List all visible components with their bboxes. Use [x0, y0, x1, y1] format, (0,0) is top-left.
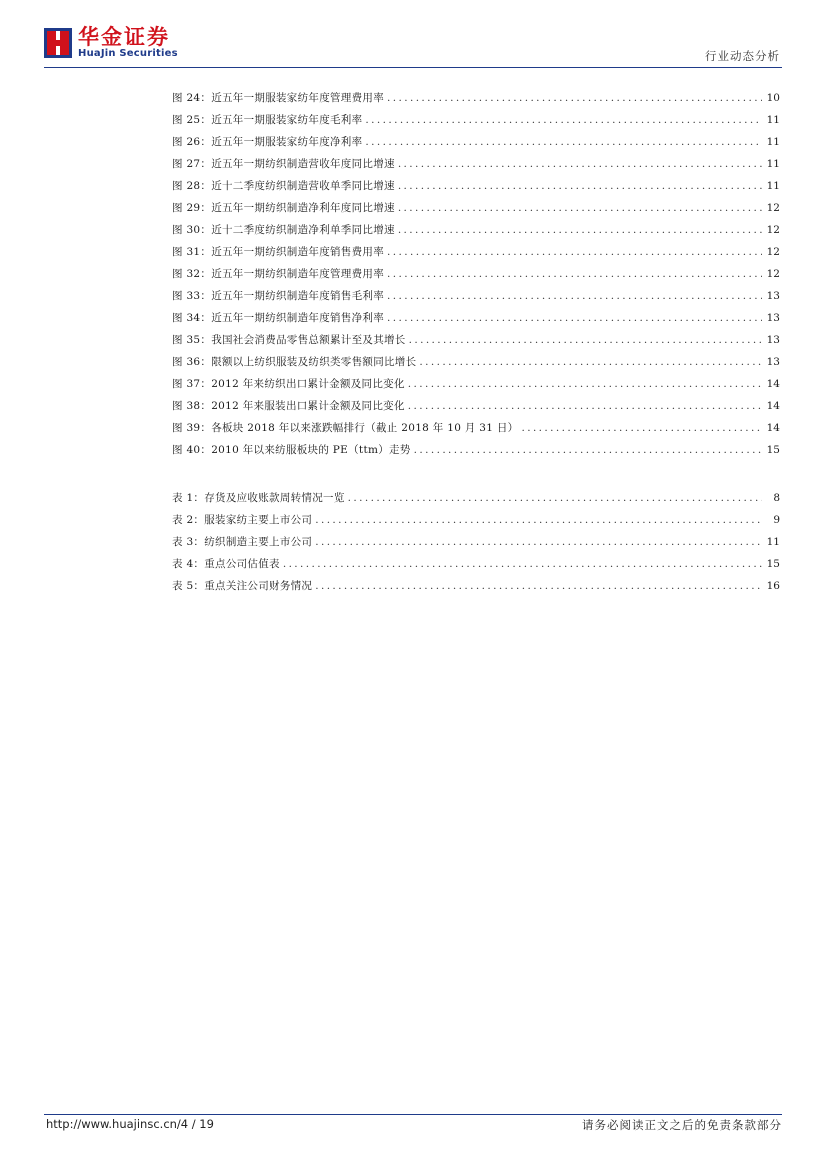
table-entry-page-number: 9: [773, 514, 780, 526]
leader-dots: [315, 536, 762, 548]
header-divider: [44, 67, 782, 68]
figure-entry-label: 图 28：近十二季度纺织制造营收单季同比增速: [172, 180, 395, 192]
figure-entry-page-number: 11: [766, 114, 780, 126]
report-type: 行业动态分析: [705, 49, 780, 63]
figure-entry[interactable]: [172, 156, 780, 178]
leader-dots: [398, 158, 762, 170]
figure-entry-page-number: 10: [766, 92, 780, 104]
table-entry-label: 表 5：重点关注公司财务情况: [172, 580, 313, 592]
figure-entry[interactable]: [172, 134, 780, 156]
table-entry[interactable]: [172, 578, 780, 600]
leader-dots: [398, 180, 762, 192]
figure-entry-label: 图 31：近五年一期纺织制造年度销售费用率: [172, 246, 384, 258]
table-entry-page-number: 8: [773, 492, 780, 504]
leader-dots: [521, 422, 762, 434]
figure-entry-label: 图 27：近五年一期纺织制造营收年度同比增速: [172, 158, 395, 170]
leader-dots: [365, 136, 762, 148]
figure-entry-label: 图 30：近十二季度纺织制造净利单季同比增速: [172, 224, 395, 236]
table-entry[interactable]: [172, 534, 780, 556]
table-entry-label: 表 3：纺织制造主要上市公司: [172, 536, 313, 548]
figure-entry-page-number: 12: [766, 224, 780, 236]
table-entry-label: 表 4：重点公司估值表: [172, 558, 280, 570]
figure-entry-label: 图 33：近五年一期纺织制造年度销售毛利率: [172, 290, 384, 302]
figure-entry[interactable]: [172, 376, 780, 398]
leader-dots: [419, 356, 762, 368]
logo-chinese-name: 华金证券: [78, 25, 170, 49]
figure-list: [172, 90, 780, 464]
figure-entry[interactable]: [172, 200, 780, 222]
figure-entry[interactable]: [172, 178, 780, 200]
figure-entry-page-number: 14: [766, 378, 780, 390]
footer-url[interactable]: http://www.huajinsc.cn/4 / 19: [46, 1117, 214, 1131]
figure-entry[interactable]: [172, 420, 780, 442]
leader-dots: [365, 114, 762, 126]
figure-entry[interactable]: [172, 112, 780, 134]
figure-entry-label: 图 26：近五年一期服装家纺年度净利率: [172, 136, 363, 148]
figure-entry[interactable]: [172, 266, 780, 288]
figure-entry-page-number: 13: [766, 312, 780, 324]
leader-dots: [414, 444, 762, 456]
company-logo: [44, 26, 178, 59]
leader-dots: [409, 334, 762, 346]
leader-dots: [387, 268, 762, 280]
figure-entry[interactable]: [172, 310, 780, 332]
leader-dots: [408, 400, 762, 412]
table-list: [172, 490, 780, 600]
table-entry[interactable]: [172, 512, 780, 534]
figure-entry-page-number: 11: [766, 136, 780, 148]
leader-dots: [398, 224, 762, 236]
figure-entry-label: 图 36：限额以上纺织服装及纺织类零售额同比增长: [172, 356, 417, 368]
figure-entry-label: 图 37：2012 年来纺织出口累计金额及同比变化: [172, 378, 405, 390]
figure-entry[interactable]: [172, 398, 780, 420]
leader-dots: [398, 202, 762, 214]
figure-entry[interactable]: [172, 222, 780, 244]
table-entry-page-number: 16: [766, 580, 780, 592]
page-header: [44, 26, 782, 66]
figure-entry-page-number: 13: [766, 290, 780, 302]
figure-entry-page-number: 13: [766, 356, 780, 368]
leader-dots: [408, 378, 762, 390]
figure-entry-label: 图 24：近五年一期服装家纺年度管理费用率: [172, 92, 384, 104]
figure-entry[interactable]: [172, 442, 780, 464]
table-entry-page-number: 11: [766, 536, 780, 548]
figure-entry-page-number: 11: [766, 158, 780, 170]
logo-english-name: HuaJin Securities: [78, 48, 178, 59]
figure-entry-label: 图 38：2012 年来服装出口累计金额及同比变化: [172, 400, 405, 412]
figure-entry-page-number: 11: [766, 180, 780, 192]
figure-entry[interactable]: [172, 288, 780, 310]
figure-entry[interactable]: [172, 354, 780, 376]
leader-dots: [387, 290, 762, 302]
figure-entry-page-number: 13: [766, 334, 780, 346]
leader-dots: [387, 312, 762, 324]
figure-entry-label: 图 25：近五年一期服装家纺年度毛利率: [172, 114, 363, 126]
figure-entry-page-number: 14: [766, 400, 780, 412]
figure-entry-label: 图 39：各板块 2018 年以来涨跌幅排行（截止 2018 年 10 月 31 日）: [172, 422, 519, 434]
footer-divider: [44, 1114, 782, 1115]
table-entry[interactable]: [172, 490, 780, 512]
table-entry-page-number: 15: [766, 558, 780, 570]
footer-disclaimer: 请务必阅读正文之后的免责条款部分: [582, 1118, 782, 1132]
figure-entry-label: 图 29：近五年一期纺织制造净利年度同比增速: [172, 202, 395, 214]
figure-entry-page-number: 12: [766, 202, 780, 214]
leader-dots: [348, 492, 762, 504]
table-entry-label: 表 1：存货及应收账款周转情况一览: [172, 492, 345, 504]
figure-entry-label: 图 34：近五年一期纺织制造年度销售净利率: [172, 312, 384, 324]
figure-entry[interactable]: [172, 90, 780, 112]
leader-dots: [315, 514, 762, 526]
figure-entry[interactable]: [172, 244, 780, 266]
leader-dots: [283, 558, 762, 570]
leader-dots: [315, 580, 762, 592]
figure-entry-label: 图 40：2010 年以来纺服板块的 PE（ttm）走势: [172, 444, 411, 456]
table-entry-label: 表 2：服装家纺主要上市公司: [172, 514, 313, 526]
figure-entry[interactable]: [172, 332, 780, 354]
table-entry[interactable]: [172, 556, 780, 578]
leader-dots: [387, 92, 762, 104]
leader-dots: [387, 246, 762, 258]
figure-entry-page-number: 14: [766, 422, 780, 434]
figure-entry-label: 图 32：近五年一期纺织制造年度管理费用率: [172, 268, 384, 280]
figure-entry-page-number: 15: [766, 444, 780, 456]
figure-entry-label: 图 35：我国社会消费品零售总额累计至及其增长: [172, 334, 406, 346]
figure-entry-page-number: 12: [766, 246, 780, 258]
figure-entry-page-number: 12: [766, 268, 780, 280]
huajin-logo-icon: [44, 28, 72, 58]
